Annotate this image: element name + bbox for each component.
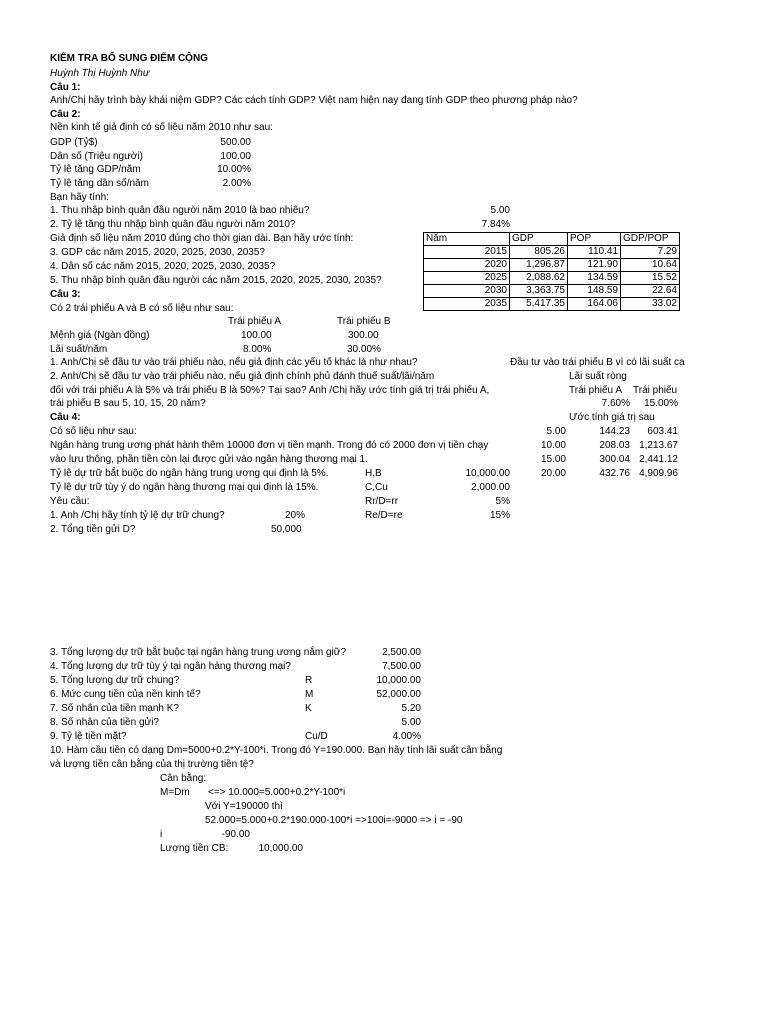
- equilibrium-step-2: Với Y=190000 thì: [205, 801, 283, 812]
- question-4-item: 8. Số nhân của tiền gửi?: [50, 717, 159, 728]
- future-value-label: Ước tính giá trị sau: [569, 412, 655, 423]
- data-value-population: 100.00: [220, 151, 251, 162]
- symbol-label: Re/D=re: [365, 510, 403, 521]
- table-cell: 2030: [424, 285, 510, 298]
- interest-rate-result: -90.00: [221, 829, 250, 840]
- table-header-year: Năm: [424, 233, 510, 246]
- table-cell: 22.64: [621, 285, 680, 298]
- question-4-paragraph-line-2: vào lưu thông, phần tiền còn lại được gửi vào ngân hàng thương mại 1.: [50, 454, 368, 465]
- future-years: 10.00: [540, 440, 566, 451]
- symbol-label: Rr/D=rr: [365, 496, 399, 507]
- data-value-gdp-growth: 10.00%: [217, 164, 251, 175]
- future-value-a: 144.23: [599, 426, 630, 437]
- table-row: [424, 272, 680, 285]
- future-value-b: 603.41: [647, 426, 678, 437]
- table-cell: 2,088.62: [510, 272, 568, 285]
- question-3-item-1: 1. Anh/Chị sẽ đầu tư vào trái phiếu nào, nếu giả định các yếu tố khác là như nhau?: [50, 357, 418, 368]
- equilibrium-step-1: <=> 10.000=5.000+0.2*Y-100*i: [208, 787, 346, 798]
- face-value-b: 300.00: [348, 330, 379, 341]
- net-rate-label: Lãi suất ròng: [569, 371, 627, 382]
- face-value-a: 100.00: [241, 330, 272, 341]
- equilibrium-money-label: Lượng tiền CB:: [160, 843, 229, 854]
- question-2-item-1: 1. Thu nhập bình quân đầu người năm 2010 là bao nhiêu?: [50, 205, 310, 216]
- question-3-item-1-answer: Đầu tư vào trái phiếu B vì có lãi suất ca: [510, 357, 685, 368]
- question-4-item: 5. Tổng lượng dự trữ chung?: [50, 675, 180, 686]
- table-cell: 15.52: [621, 272, 680, 285]
- data-label-gdp-growth: Tỷ lệ tăng GDP/năm: [50, 164, 141, 175]
- question-3-intro: Có 2 trái phiếu A và B có số liệu như sau:: [50, 303, 234, 314]
- future-value-b: 4,909.96: [639, 468, 678, 479]
- interest-rate-label: Lãi suất/năm: [50, 344, 108, 355]
- voluntary-reserve-text: Tỷ lệ dự trữ tùy ý do ngân hàng thương mại qui định là 15%.: [50, 482, 319, 493]
- question-2-item-3: 3. GDP các năm 2015, 2020, 2025, 2030, 2035?: [50, 247, 265, 258]
- question-4-item: 9. Tỷ lệ tiền mặt?: [50, 731, 127, 742]
- symbol-value: 10,000.00: [465, 468, 510, 479]
- equilibrium-step-3: 52.000=5.000+0.2*190.000-100*i =>100i=-9000 => i = -90: [205, 815, 463, 826]
- question-2-item-4: 4. Dân số các năm 2015, 2020, 2025, 2030, 2035?: [50, 261, 276, 272]
- table-cell: 3,363.75: [510, 285, 568, 298]
- question-4-ask: Yêu cầu:: [50, 496, 90, 507]
- future-value-b: 2,441.12: [639, 454, 678, 465]
- table-header-pop: POP: [568, 233, 621, 246]
- question-3-item-2-line-1: 2. Anh/Chị sẽ đầu tư vào trái phiếu nào, nếu giả định chính phủ đánh thuế suất/lãi/năm: [50, 371, 435, 382]
- question-4-item-symbol: R: [305, 675, 313, 686]
- net-rate-bond-a-header: Trái phiếu A: [569, 385, 622, 396]
- symbol-label: H,B: [365, 468, 382, 479]
- question-4-intro: Có số liệu như sau:: [50, 426, 137, 437]
- question-4-paragraph-line-1: Ngân hàng trung ương phát hành thêm 10000 đơn vị tiền mạnh. Trong đó có 2000 đơn vị tiền chạy: [50, 440, 489, 451]
- equilibrium-money-value: 10,000.00: [258, 843, 303, 854]
- table-row: [424, 298, 680, 311]
- net-rate-b: 15.00%: [644, 398, 678, 409]
- future-value-a: 208.03: [599, 440, 630, 451]
- required-reserve-text: Tỷ lệ dự trữ bắt buộc do ngân hàng trung ương qui định là 5%.: [50, 468, 329, 479]
- future-value-b: 1,213.67: [639, 440, 678, 451]
- table-cell: 164.06: [568, 298, 621, 311]
- table-cell: 2035: [424, 298, 510, 311]
- question-4-item-10-line-2: và lượng tiền cân bằng của thị trường tiền tệ?: [50, 759, 254, 770]
- equilibrium-title: Cân bằng:: [160, 773, 207, 784]
- net-rate-a: 7.60%: [601, 398, 630, 409]
- table-header-gdp: GDP: [510, 233, 568, 246]
- net-rate-bond-b-header: Trái phiếu: [633, 385, 678, 396]
- table-cell: 2020: [424, 259, 510, 272]
- question-3-label: Câu 3:: [50, 289, 81, 300]
- question-4-item-value: 2,500.00: [382, 647, 421, 658]
- future-years: 15.00: [540, 454, 566, 465]
- table-row: [424, 259, 680, 272]
- equilibrium-md: M=Dm: [160, 787, 190, 798]
- question-3-item-2-line-3: trái phiếu B sau 5, 10, 15, 20 năm?: [50, 398, 206, 409]
- author-name: Huỳnh Thị Huỳnh Như: [50, 68, 150, 79]
- data-label-population: Dân số (Triệu người): [50, 151, 143, 162]
- future-value-a: 300.04: [599, 454, 630, 465]
- face-value-label: Mệnh giá (Ngàn đồng): [50, 330, 150, 341]
- interest-rate-symbol: i: [160, 829, 163, 840]
- interest-rate-a: 8.00%: [243, 344, 272, 355]
- question-4-item: 7. Số nhân của tiền mạnh K?: [50, 703, 179, 714]
- table-cell: 148.59: [568, 285, 621, 298]
- table-header-row: [424, 233, 680, 246]
- symbol-value: 5%: [495, 496, 510, 507]
- question-1-label: Câu 1:: [50, 82, 81, 93]
- table-row: [424, 246, 680, 259]
- symbol-value: 2,000.00: [471, 482, 510, 493]
- bond-a-header: Trái phiếu A: [228, 316, 281, 327]
- question-4-item-1: 1. Anh /Chị hãy tính tỷ lệ dự trữ chung?: [50, 510, 225, 521]
- question-2-item-2: 2. Tỷ lệ tăng thu nhập bình quân đầu người năm 2010?: [50, 219, 296, 230]
- question-4-item-value: 4.00%: [392, 731, 421, 742]
- question-4-item-2: 2. Tổng tiền gửi D?: [50, 524, 136, 535]
- table-cell: 33.02: [621, 298, 680, 311]
- table-cell: 110.41: [568, 246, 621, 259]
- question-4-item: 4. Tổng lượng dự trữ tùy ý tại ngân hàng thương mại?: [50, 661, 291, 672]
- question-4-item-symbol: M: [305, 689, 314, 700]
- interest-rate-b: 30.00%: [347, 344, 381, 355]
- future-years: 20.00: [540, 468, 566, 479]
- question-4-item-value: 52,000.00: [376, 689, 421, 700]
- table-cell: 7.29: [621, 246, 680, 259]
- table-cell: 121.90: [568, 259, 621, 272]
- data-value-pop-growth: 2.00%: [222, 178, 251, 189]
- question-4-label: Câu 4:: [50, 412, 81, 423]
- question-4-item-value: 7,500.00: [382, 661, 421, 672]
- question-2-label: Câu 2:: [50, 109, 81, 120]
- table-cell: 2025: [424, 272, 510, 285]
- question-4-item: 3. Tổng lượng dự trữ bắt buộc tại ngân hàng trung ương nắm giữ?: [50, 647, 347, 658]
- question-2-ask: Bạn hãy tính:: [50, 192, 109, 203]
- question-2-intro: Nền kinh tế giả định có số liệu năm 2010 như sau:: [50, 122, 273, 133]
- table-cell: 134.59: [568, 272, 621, 285]
- question-4-item-symbol: Cu/D: [305, 731, 328, 742]
- question-4-item: 6. Mức cung tiền của nền kinh tế?: [50, 689, 201, 700]
- question-3-item-2-line-2: đối với trái phiếu A là 5% và trái phiếu B là 50%? Tại sao? Anh /Chị hãy ước tính giá trị trái phiếu A,: [50, 385, 490, 396]
- bond-b-header: Trái phiếu B: [337, 316, 391, 327]
- symbol-value: 15%: [489, 510, 510, 521]
- future-value-a: 432.76: [599, 468, 630, 479]
- question-4-item-value: 5.20: [401, 703, 421, 714]
- table-cell: 10.64: [621, 259, 680, 272]
- question-4-item-1-answer: 20%: [285, 510, 306, 521]
- question-4-item-symbol: K: [305, 703, 312, 714]
- table-cell: 805.26: [510, 246, 568, 259]
- question-4-item-value: 10,000.00: [376, 675, 421, 686]
- table-cell: 1,296.87: [510, 259, 568, 272]
- question-2-item-1-answer: 5.00: [490, 205, 510, 216]
- question-4-item-2-answer: 50,000: [271, 524, 302, 535]
- question-2-item-2-answer: 7.84%: [481, 219, 510, 230]
- question-4-item-10-line-1: 10. Hàm cầu tiền có dạng Dm=5000+0.2*Y-100*i. Trong đó Y=190.000. Bạn hãy tính lãi suất cân bằng: [50, 745, 503, 756]
- table-cell: 2015: [424, 246, 510, 259]
- table-cell: 5,417.35: [510, 298, 568, 311]
- symbol-label: C,Cu: [365, 482, 388, 493]
- data-label-pop-growth: Tỷ lệ tăng dân số/năm: [50, 178, 149, 189]
- document-title: KIỂM TRA BỔ SUNG ĐIỂM CỘNG: [50, 53, 208, 64]
- question-2-item-5: 5. Thu nhập bình quân đầu người các năm 2015, 2020, 2025, 2030, 2035?: [50, 275, 382, 286]
- table-header-gdp-per-pop: GDP/POP: [621, 233, 680, 246]
- question-4-item-value: 5.00: [401, 717, 421, 728]
- question-1-text: Anh/Chị hãy trình bày khái niệm GDP? Các cách tính GDP? Việt nam hiện nay đang tính GDP theo phương pháp nào?: [50, 95, 578, 106]
- data-label-gdp: GDP (Tỷ$): [50, 137, 98, 148]
- table-row: [424, 285, 680, 298]
- question-2-assumption: Giả định số liệu năm 2010 đúng cho thời gian dài. Bạn hãy ước tính:: [50, 233, 354, 244]
- data-value-gdp: 500.00: [220, 137, 251, 148]
- future-years: 5.00: [546, 426, 566, 437]
- gdp-forecast-table: [423, 232, 680, 311]
